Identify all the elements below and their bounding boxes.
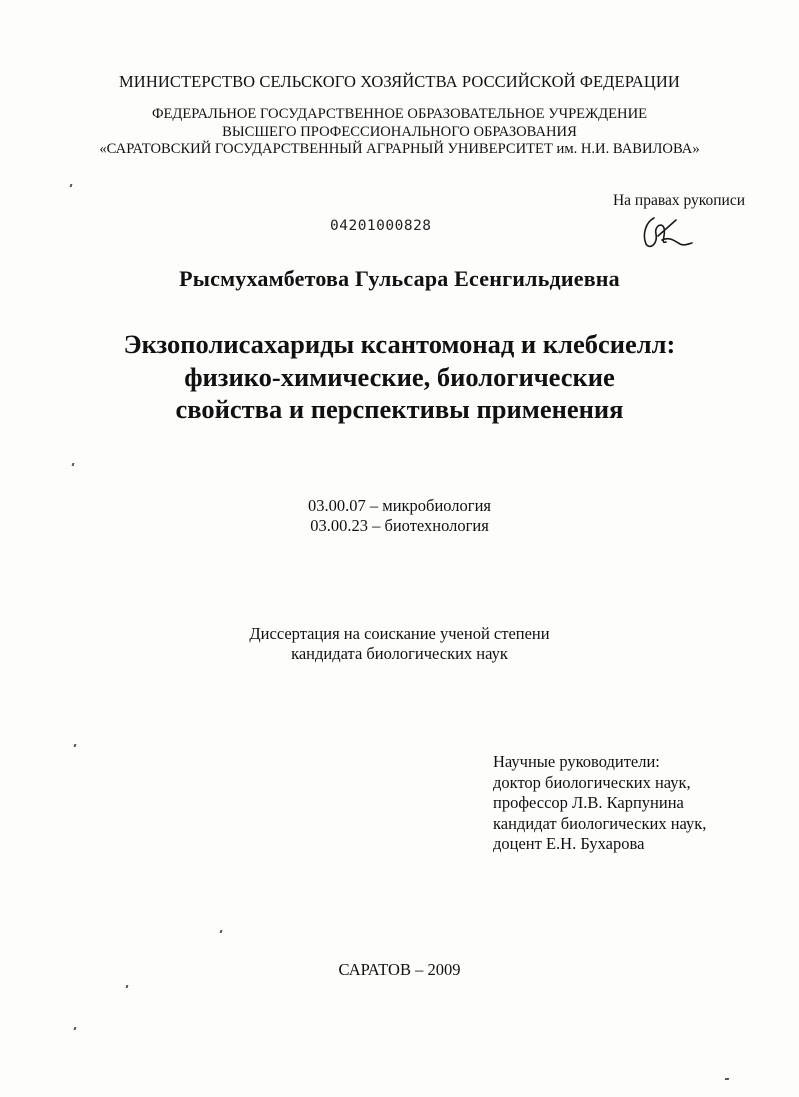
specialty-codes [0, 496, 799, 536]
signature-mark [636, 214, 696, 252]
degree-statement [0, 624, 799, 664]
specialty-line: 03.00.23 – биотехнология [310, 516, 489, 535]
registration-number: 04201000828 [330, 218, 432, 234]
author-name: Рысмухамбетова Гульсара Есенгильдиевна [179, 266, 620, 291]
title-line: Экзополисахариды ксантомонад и клебсиелл: [123, 329, 676, 359]
institution-line: «САРАТОВСКИЙ ГОСУДАРСТВЕННЫЙ АГРАРНЫЙ УНИВЕРСИТЕТ им. Н.И. ВАВИЛОВА» [99, 141, 700, 157]
scan-speck [74, 1027, 77, 1030]
title-line: физико-химические, биологические [184, 361, 615, 392]
scan-speck [126, 985, 129, 988]
scan-speck [72, 463, 75, 466]
supervisors-block [493, 752, 706, 855]
degree-line: кандидата биологических наук [291, 644, 508, 663]
specialty-line: 03.00.07 – микробиология [308, 496, 491, 515]
institution-line: ВЫСШЕГО ПРОФЕССИОНАЛЬНОГО ОБРАЗОВАНИЯ [222, 123, 577, 140]
supervisors-heading: Научные руководители: [493, 752, 660, 771]
scan-speck [74, 744, 77, 747]
manuscript-note: На правах рукописи [612, 192, 745, 209]
supervisor-line: кандидат биологических наук, [493, 813, 707, 833]
dissertation-title [0, 328, 799, 426]
supervisor-line: профессор Л.В. Карпунина [493, 793, 684, 812]
ministry-heading: МИНИСТЕРСТВО СЕЛЬСКОГО ХОЗЯЙСТВА РОССИЙСКОЙ ФЕДЕРАЦИИ [119, 72, 680, 91]
institution-block [0, 106, 799, 159]
scan-speck [220, 930, 223, 933]
scan-speck [725, 1078, 730, 1080]
degree-line: Диссертация на соискание ученой степени [249, 624, 550, 643]
title-line: свойства и перспективы применения [175, 394, 624, 424]
supervisor-line: доцент Е.Н. Бухарова [493, 834, 645, 853]
supervisor-line: доктор биологических наук, [493, 772, 691, 792]
institution-line: ФЕДЕРАЛЬНОЕ ГОСУДАРСТВЕННОЕ ОБРАЗОВАТЕЛЬНОЕ УЧРЕЖДЕНИЕ [151, 106, 648, 122]
city-year: САРАТОВ – 2009 [338, 960, 461, 979]
scan-speck [70, 184, 73, 187]
